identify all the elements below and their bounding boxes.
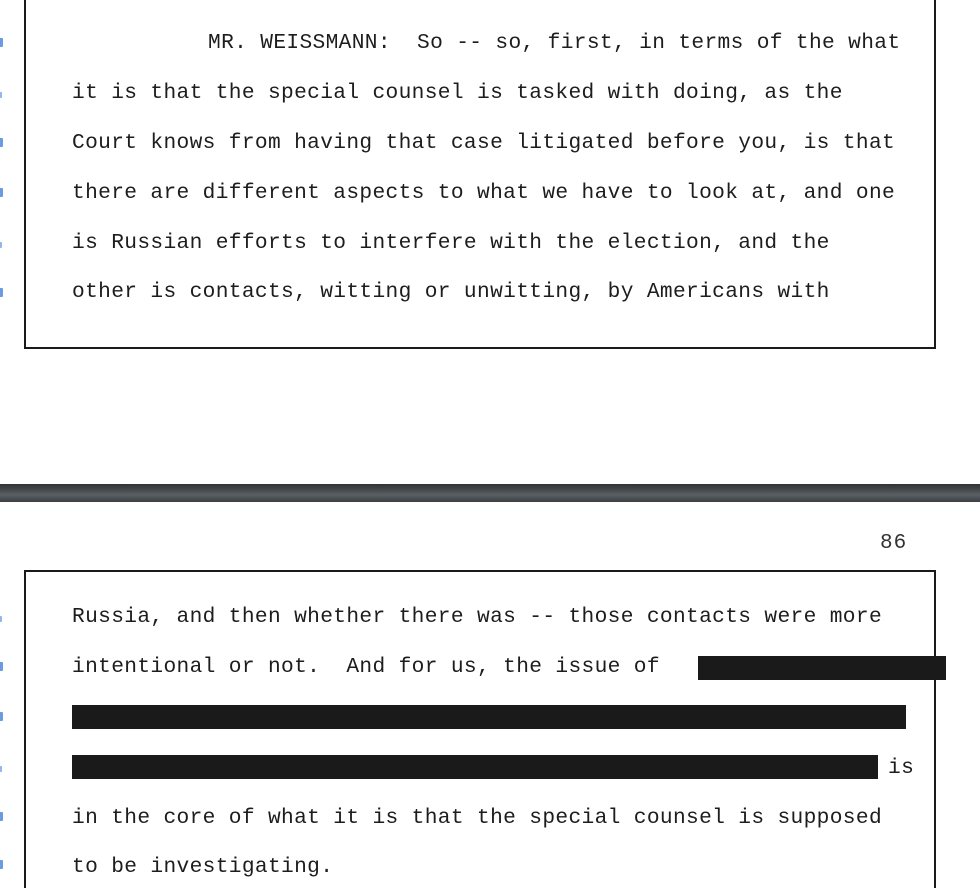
line-number-marker bbox=[0, 616, 2, 622]
transcript-line: Russia, and then whether there was -- those contacts were more bbox=[72, 605, 883, 629]
transcript-line: is bbox=[888, 756, 915, 780]
line-number-marker bbox=[0, 242, 2, 248]
line-number-marker bbox=[0, 288, 3, 297]
transcript-line: other is contacts, witting or unwitting, by Americans with bbox=[72, 280, 830, 304]
transcript-line: in the core of what it is that the special counsel is supposed bbox=[72, 806, 883, 830]
transcript-line: is Russian efforts to interfere with the election, and the bbox=[72, 231, 830, 255]
transcript-page-86 bbox=[0, 502, 980, 888]
line-number-marker bbox=[0, 92, 2, 98]
line-number-marker bbox=[0, 712, 3, 721]
transcript-line: MR. WEISSMANN: So -- so, first, in terms of the what bbox=[208, 31, 901, 55]
line-number-marker bbox=[0, 188, 3, 197]
redaction-bar bbox=[72, 755, 878, 779]
line-number-marker bbox=[0, 138, 3, 147]
line-number-marker bbox=[0, 860, 3, 869]
line-number-marker bbox=[0, 766, 2, 772]
page-number: 86 bbox=[880, 532, 908, 555]
transcript-line: intentional or not. And for us, the issue of bbox=[72, 655, 660, 679]
transcript-line: Court knows from having that case litigated before you, is that bbox=[72, 131, 896, 155]
line-number-marker bbox=[0, 38, 3, 47]
redaction-bar bbox=[698, 656, 946, 680]
line-number-marker bbox=[0, 812, 3, 821]
transcript-line: to be investigating. bbox=[72, 855, 334, 879]
transcript-line: there are different aspects to what we have to look at, and one bbox=[72, 181, 896, 205]
line-number-marker bbox=[0, 662, 3, 671]
transcript-line: it is that the special counsel is tasked with doing, as the bbox=[72, 81, 843, 105]
redaction-bar bbox=[72, 705, 906, 729]
page-separator bbox=[0, 484, 980, 502]
